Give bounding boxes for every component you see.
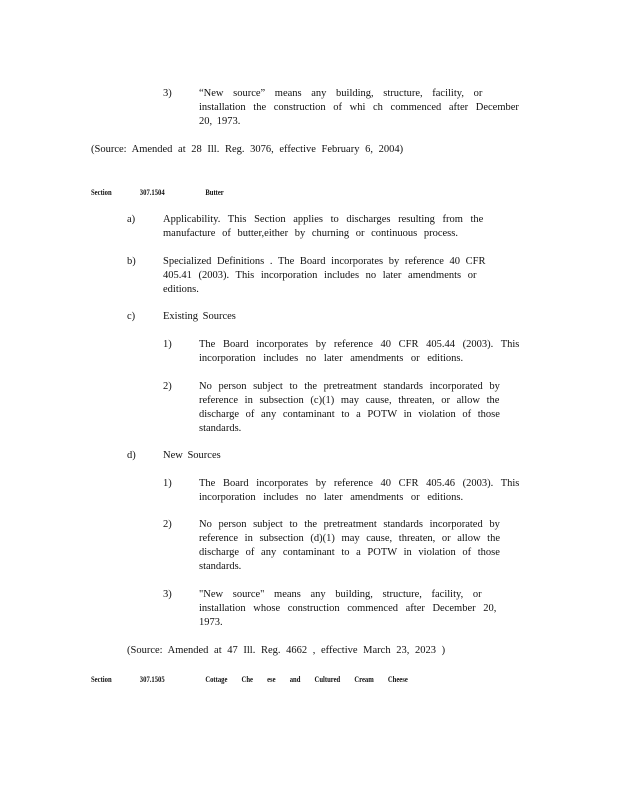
- item-text: [163, 213, 483, 241]
- item-number: 2): [163, 519, 172, 530]
- section-heading: [91, 673, 408, 685]
- section-label: Section: [91, 674, 112, 684]
- item-text: [199, 338, 519, 366]
- item-number: 3): [163, 88, 172, 99]
- text-line: “New source” means any building, structure, facility, or: [199, 88, 483, 99]
- section-number: 307.1505: [139, 674, 165, 684]
- text-line: Applicability. This Section applies to discharges resulting from the: [163, 214, 484, 225]
- text-line: Specialized Definitions . The Board incorporates by reference 40 CFR: [163, 256, 486, 267]
- text-line: No person subject to the pretreatment standards incorporated by: [199, 519, 500, 530]
- text-line: incorporation includes no later amendments or editions.: [199, 492, 464, 503]
- text-line: The Board incorporates by reference 40 CFR 405.46 (2003). This: [199, 478, 520, 489]
- text-line: standards.: [199, 561, 242, 572]
- text-line: installation whose construction commenced after December 20,: [199, 603, 497, 614]
- text-line: editions.: [163, 284, 199, 295]
- item-number: a): [127, 214, 136, 225]
- item-text: [199, 477, 519, 505]
- text-line: manufacture of butter,either by churning or continuous process.: [163, 228, 458, 239]
- text-line: incorporation includes no later amendments or editions.: [199, 353, 464, 364]
- item-number: d): [127, 450, 136, 461]
- text-line: The Board incorporates by reference 40 CFR 405.44 (2003). This: [199, 339, 520, 350]
- section-label: Section: [91, 187, 112, 197]
- item-number: 1): [163, 339, 172, 350]
- text-line: installation the construction of whi ch commenced after December: [199, 102, 519, 113]
- subsection-title: Existing Sources: [163, 311, 236, 322]
- item-text: [199, 87, 519, 129]
- subsection-title: New Sources: [163, 450, 221, 461]
- section-number: 307.1504: [139, 187, 165, 197]
- section-heading: [91, 186, 224, 198]
- source-note: (Source: Amended at 28 Ill. Reg. 3076, effective February 6, 2004): [91, 144, 404, 155]
- item-text: [163, 255, 485, 297]
- item-number: 2): [163, 381, 172, 392]
- text-line: reference in subsection (d)(1) may cause, threaten, or allow the: [199, 533, 501, 544]
- item-number: b): [127, 256, 136, 267]
- item-text: [199, 518, 500, 574]
- text-line: "New source" means any building, structure, facility, or: [199, 589, 482, 600]
- text-line: No person subject to the pretreatment standards incorporated by: [199, 381, 500, 392]
- source-note: (Source: Amended at 47 Ill. Reg. 4662 , effective March 23, 2023 ): [127, 645, 446, 656]
- text-line: discharge of any contaminant to a POTW in violation of those: [199, 409, 500, 420]
- text-line: 405.41 (2003). This incorporation includes no later amendments or: [163, 270, 477, 281]
- item-number: 3): [163, 589, 172, 600]
- section-title: Cottage Che ese and Cultured Cream Cheese: [205, 674, 408, 684]
- text-line: discharge of any contaminant to a POTW in violation of those: [199, 547, 500, 558]
- text-line: 1973.: [199, 617, 223, 628]
- item-text: [199, 380, 500, 436]
- text-line: 20, 1973.: [199, 116, 241, 127]
- item-number: 1): [163, 478, 172, 489]
- item-text: [199, 588, 496, 630]
- item-number: c): [127, 311, 136, 322]
- text-line: standards.: [199, 423, 242, 434]
- text-line: reference in subsection (c)(1) may cause, threaten, or allow the: [199, 395, 500, 406]
- section-title: Butter: [205, 187, 224, 197]
